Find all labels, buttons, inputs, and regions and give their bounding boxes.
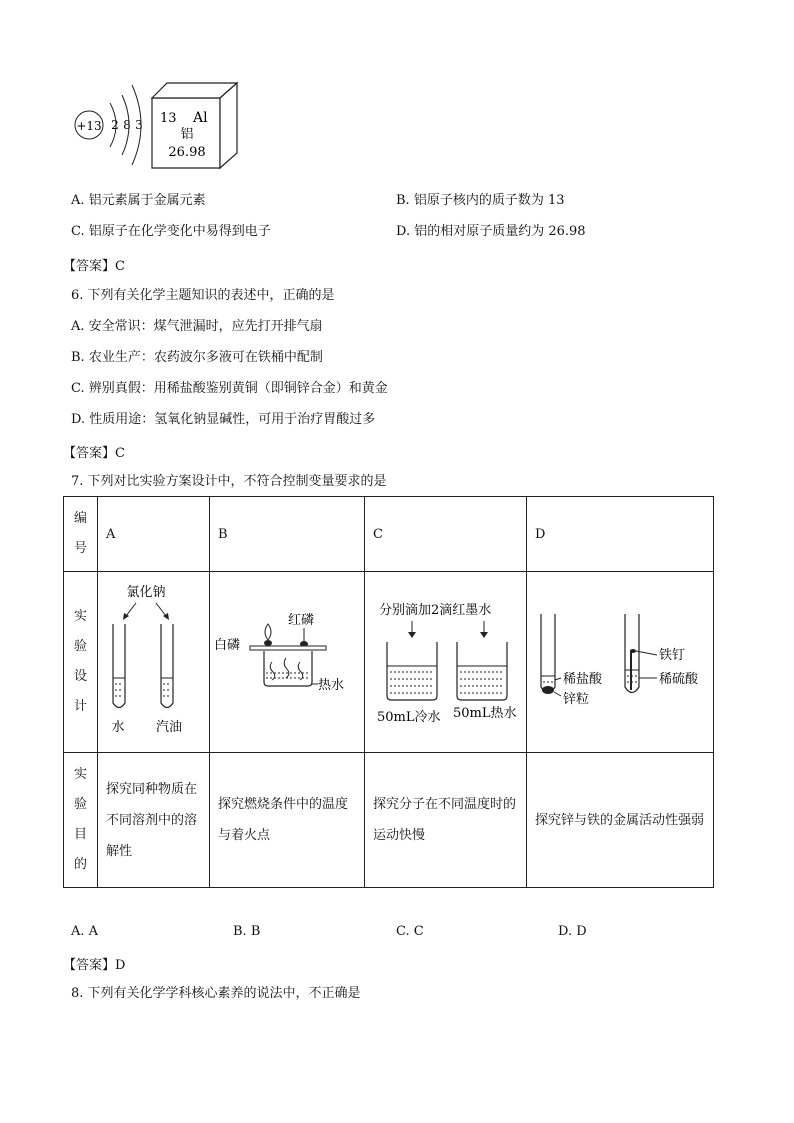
experiment-table (63, 496, 714, 888)
label-dilute-h2so4: 稀硫酸 (659, 672, 699, 687)
design-a-figure (98, 572, 209, 748)
test-tube-zinc (541, 614, 555, 693)
shell-2-electrons: 8 (123, 118, 131, 132)
label-sodium-chloride: 氯化钠 (126, 585, 166, 600)
column-c-header (365, 497, 527, 572)
design-d-cell (527, 572, 714, 753)
shell-3-electrons: 3 (135, 118, 143, 132)
purpose-c: 探究分子在不同温度时的运动快慢 (365, 753, 527, 888)
design-a-cell (98, 572, 210, 753)
q6-option-d: D. 性质用途：氢氧化钠显碱性，可用于治疗胃酸过多 (71, 412, 376, 427)
label-iron-nail: 铁钉 (659, 648, 686, 663)
label-red-ink: 分别滴加2滴红墨水 (379, 603, 492, 618)
design-c-figure (365, 572, 526, 748)
design-b-figure (210, 572, 364, 748)
beaker-cold (387, 642, 437, 700)
q6-answer: 【答案】C (63, 446, 125, 461)
shell-1-electrons: 2 (111, 118, 119, 132)
label-zinc: 锌粒 (563, 692, 590, 707)
q5-option-c: C. 铝原子在化学变化中易得到电子 (71, 224, 271, 239)
element-name: 铝 (180, 127, 194, 142)
q6-option-a: A. 安全常识：煤气泄漏时，应先打开排气扇 (71, 319, 323, 334)
element-symbol: Al (193, 110, 208, 126)
column-b-header (210, 497, 365, 572)
purpose-b: 探究燃烧条件中的温度与着火点 (210, 753, 365, 888)
design-d-figure (527, 572, 713, 748)
q5-option-a: A. 铝元素属于金属元素 (71, 193, 206, 208)
column-d-label: D (535, 526, 546, 542)
q7-stem: 7. 下列对比实验方案设计中，不符合控制变量要求的是 (71, 474, 387, 489)
row-label-purpose: 实 验 目 的 (64, 753, 98, 888)
q7-option-a: A. A (71, 924, 99, 939)
aluminum-atom-figure (70, 75, 250, 175)
label-dilute-hcl: 稀盐酸 (563, 672, 603, 687)
design-b-cell (210, 572, 365, 753)
label-red-phosphorus: 红磷 (288, 613, 315, 628)
q5-option-b: B. 铝原子核内的质子数为 13 (396, 193, 565, 208)
label-water: 水 (111, 720, 125, 735)
q6-option-b: B. 农业生产：农药波尔多液可在铁桶中配制 (71, 350, 323, 365)
label-cold-water: 50mL冷水 (377, 710, 441, 725)
zinc-granules (542, 686, 554, 694)
row-label-number: 编 号 (64, 497, 98, 572)
q5-option-d: D. 铝的相对原子质量约为 26.98 (396, 224, 586, 239)
column-b-label: B (218, 526, 228, 542)
element-mass: 26.98 (168, 145, 206, 160)
label-hot-water-c: 50mL热水 (453, 706, 517, 721)
q5-answer: 【答案】C (63, 259, 125, 274)
q7-answer: 【答案】D (63, 958, 126, 973)
q6-option-c: C. 辨别真假：用稀盐酸鉴别黄铜（即铜锌合金）和黄金 (71, 381, 388, 396)
copper-plate (250, 646, 326, 650)
purpose-a: 探究同种物质在不同溶剂中的溶解性 (98, 753, 210, 888)
label-white-phosphorus: 白磷 (214, 638, 241, 653)
column-c-label: C (373, 526, 383, 542)
design-c-cell (365, 572, 527, 753)
q8-stem: 8. 下列有关化学学科核心素养的说法中，不正确是 (71, 986, 361, 1001)
column-d-header (527, 497, 714, 572)
label-hot-water: 热水 (318, 678, 345, 693)
q7-option-d: D. D (558, 924, 587, 939)
element-number: 13 (160, 111, 177, 126)
beaker (264, 651, 312, 686)
test-tube-left (113, 624, 125, 708)
element-cell-side (220, 83, 237, 168)
column-a-header (98, 497, 210, 572)
row-label-design: 实 验 设 计 (64, 572, 98, 753)
flame-icon (265, 624, 271, 640)
beaker-hot (457, 642, 507, 700)
column-a-label: A (106, 526, 116, 542)
q6-stem: 6. 下列有关化学主题知识的表述中，正确的是 (71, 288, 335, 303)
q7-option-c: C. C (396, 924, 424, 939)
label-gasoline: 汽油 (155, 720, 183, 735)
test-tube-right (161, 624, 173, 708)
nucleus-charge: +13 (76, 119, 102, 133)
q7-option-b: B. B (233, 924, 261, 939)
purpose-d: 探究锌与铁的金属活动性强弱 (527, 753, 714, 888)
